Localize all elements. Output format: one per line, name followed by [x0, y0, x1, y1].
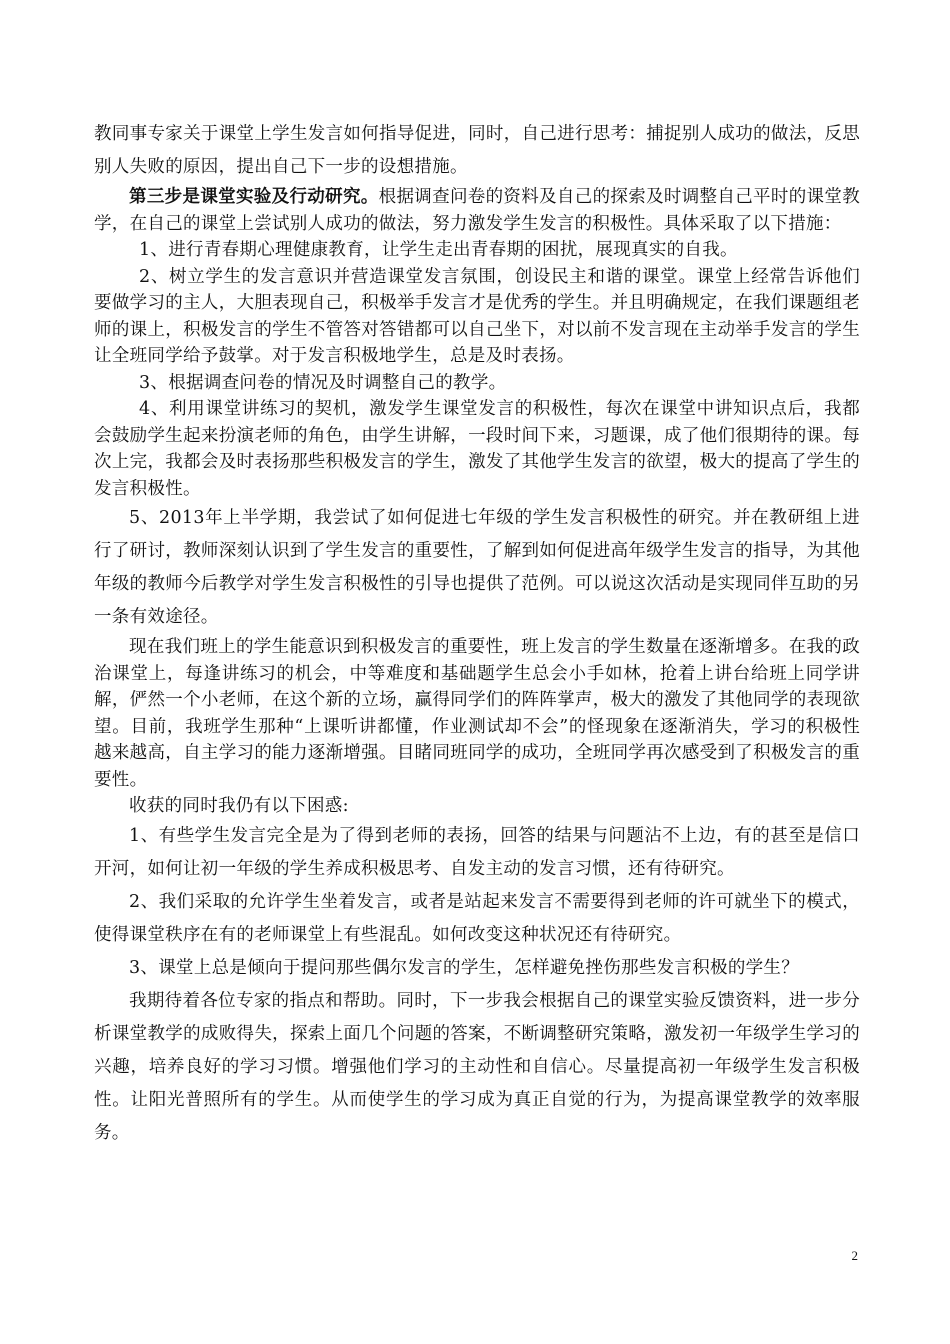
- confusion-2: 2、我们采取的允许学生坐着发言，或者是站起来发言不需要得到老师的许可就坐下的模式，使得课堂秩序在有的老师课堂上有些混乱。如何改变这种状况还有待研究。: [94, 891, 860, 945]
- measure-3: 3、根据调查问卷的情况及时调整自己的教学。: [139, 372, 507, 393]
- page-number: 2: [851, 1248, 858, 1263]
- measure-4: 4、利用课堂讲练习的契机，激发学生课堂发言的积极性，每次在课堂中讲知识点后，我都会鼓励学生起来扮演老师的角色，由学生讲解，一段时间下来，习题课，成了他们很期待的课。每次上完，我都会及时表扬那些积极发言的学生，激发了其他学生发言的欲望，极大的提高了学生的发言积极性。: [94, 399, 860, 499]
- paragraph-results: 现在我们班上的学生能意识到积极发言的重要性，班上发言的学生数量在逐渐增多。在我的政治课堂上，每逢讲练习的机会，中等难度和基础题学生总会小手如林，抢着上讲台给班上同学讲解，俨然一个小老师，在这个新的立场，赢得同学们的阵阵掌声，极大的激发了其他同学的表现欲望。目前，我班学生那种“上课听讲都懂，作业测试却不会”的怪现象在逐渐消失，学习的积极性越来越高，自主学习的能力逐渐增强。目睹同班同学的成功，全班同学再次感受到了积极发言的重要性。: [94, 637, 860, 790]
- step3-body: 根据调查问卷的资料及自己的探索及时调整自己平时的课堂教学，在自己的课堂上尝试别人成功的做法，努力激发学生发言的积极性。具体采取了以下措施：: [94, 187, 860, 234]
- measure-2: 2、树立学生的发言意识并营造课堂发言氛围，创设民主和谐的课堂。课堂上经常告诉他们要做学习的主人，大胆表现自己，积极举手发言才是优秀的学生。并且明确规定，在我们课题组老师的课上，积极发言的学生不管答对答错都可以自己坐下，对以前不发言现在主动举手发言的学生让全班同学给予鼓掌。对于发言积极地学生，总是及时表扬。: [94, 266, 860, 366]
- paragraph-intro: 教同事专家关于课堂上学生发言如何指导促进，同时，自己进行思考：捕捉别人成功的做法，反思别人失败的原因，提出自己下一步的设想措施。: [94, 124, 860, 177]
- confusion-1: 1、有些学生发言完全是为了得到老师的表扬，回答的结果与问题沾不上边，有的甚至是信口开河，如何让初一年级的学生养成积极思考、自发主动的发言习惯，还有待研究。: [94, 825, 860, 879]
- step3-heading: 第三步是课堂实验及行动研究。: [129, 187, 379, 207]
- paragraph-confusions-intro: 收获的同时我仍有以下困惑:: [129, 796, 349, 816]
- confusion-3: 3、课堂上总是倾向于提问那些偶尔发言的学生，怎样避免挫伤那些发言积极的学生？: [129, 957, 800, 978]
- document-page: [94, 118, 860, 1150]
- paragraph-step3: [94, 184, 860, 237]
- measure-1: 1、进行青春期心理健康教育，让学生走出青春期的困扰，展现真实的自我。: [139, 240, 738, 260]
- measure-5: 5、2013年上半学期，我尝试了如何促进七年级的学生发言积极性的研究。并在教研组上进行了研讨，教师深刻认识到了学生发言的重要性，了解到如何促进高年级学生发言的指导，为其他年级的教师今后教学对学生发言积极性的引导也提供了范例。可以说这次活动是实现同伴互助的另一条有效途径。: [94, 508, 860, 627]
- paragraph-closing: 我期待着各位专家的指点和帮助。同时，下一步我会根据自己的课堂实验反馈资料，进一步分析课堂教学的成败得失，探索上面几个问题的答案，不断调整研究策略，激发初一年级学生学习的兴趣，培养良好的学习习惯。增强他们学习的主动性和自信心。尽量提高初一年级学生发言积极性。让阳光普照所有的学生。从而使学生的学习成为真正自觉的行为，为提高课堂教学的效率服务。: [94, 990, 860, 1143]
